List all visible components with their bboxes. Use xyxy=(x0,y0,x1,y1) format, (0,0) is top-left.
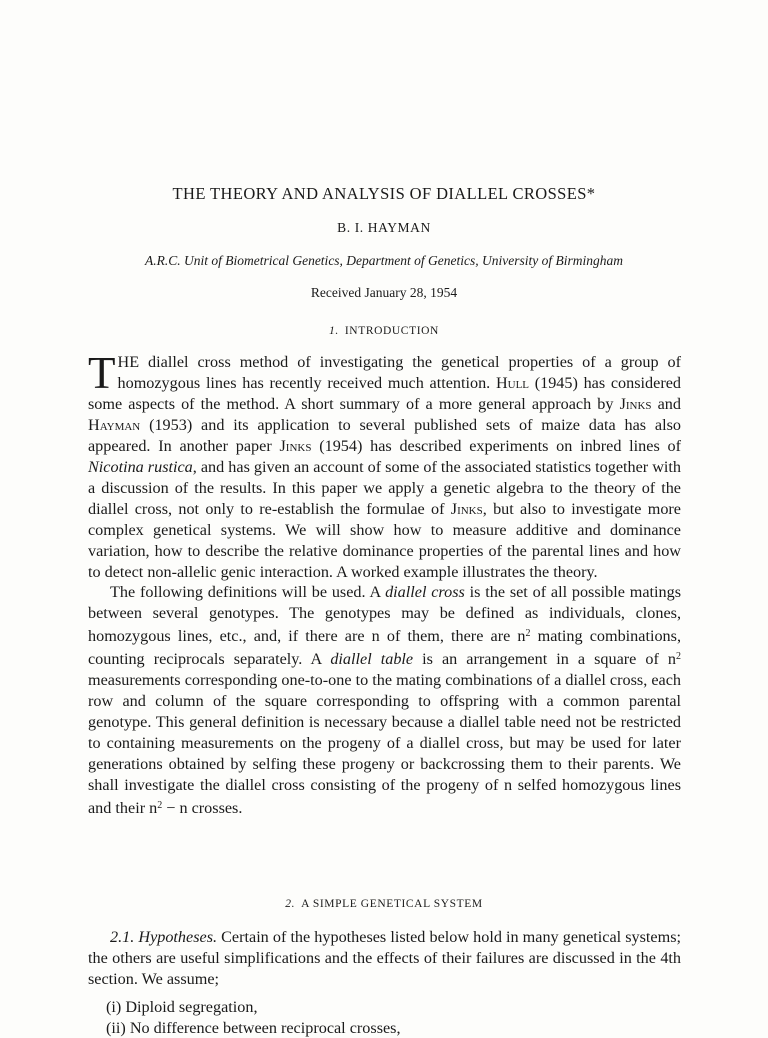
author-citation: Hayman xyxy=(88,415,141,434)
text-run: , but also to investigate more complex genetical systems. We will show how to measure additive and dominance variation, how to describe the relative dominance properties of the parental lines and how to detect non-allelic genic interaction. A worked example illustrates the theory. xyxy=(88,499,681,581)
section-heading-simple-genetical-system xyxy=(0,898,768,910)
author-affiliation: A.R.C. Unit of Biometrical Genetics, Department of Genetics, University of Birmingham xyxy=(144,253,624,268)
intro-paragraph-2 xyxy=(88,582,681,818)
author-citation: Jinks xyxy=(450,499,483,518)
list-item: (i) Diploid segregation, xyxy=(106,998,258,1016)
section-heading-introduction xyxy=(0,325,768,337)
section-number: 1. xyxy=(329,325,339,337)
text-run: mating combinations, counting reciprocals separately. A xyxy=(88,627,681,669)
superscript: 2 xyxy=(157,800,163,812)
superscript: 2 xyxy=(676,651,681,663)
species-name: Nicotina rustica xyxy=(88,457,193,476)
author-name: B. I. HAYMAN xyxy=(337,220,431,235)
intro-paragraph-1 xyxy=(88,348,682,582)
drop-cap: T xyxy=(88,348,116,398)
paper-title: THE THEORY AND ANALYSIS OF DIALLEL CROSSES* xyxy=(172,184,596,203)
text-run: (1945) has considered some aspects of the method. A short summary of a more general approach by xyxy=(88,373,681,413)
text-run: Certain of the hypotheses listed below hold in many genetical systems; the others are useful simplifications and the effects of their failures are discussed in the 4th section. We assume; xyxy=(88,928,681,988)
list-item: (ii) No difference between reciprocal crosses, xyxy=(106,1019,401,1037)
text-run: and xyxy=(651,394,681,413)
defined-term: diallel table xyxy=(330,650,414,669)
subsection-title: Hypotheses. xyxy=(138,928,218,946)
text-run: is the set of all possible matings between several genotypes. The genotypes may be defined as individuals, clones, homozygous lines, etc., and, if there are n of them, there are n xyxy=(88,583,681,646)
received-date: Received January 28, 1954 xyxy=(310,285,458,300)
text-run: − n crosses. xyxy=(162,799,243,818)
hypotheses-paragraph xyxy=(88,927,681,990)
text-run: HE diallel cross method of investigating the genetical properties of a group of homozygous lines has recently received much attention. xyxy=(117,353,681,392)
superscript: 2 xyxy=(525,628,531,640)
text-run: , and has given an account of some of the associated statistics together with a discussion of the results. In this paper we apply a genetic algebra to the theory of the diallel cross, not only to re-establish the formulae of xyxy=(88,457,681,518)
section-title: INTRODUCTION xyxy=(344,325,439,337)
text-run: (1954) has described experiments on inbred lines of xyxy=(311,436,682,455)
author-citation: Jinks xyxy=(279,436,312,455)
text-run: is an arrangement in a square of n xyxy=(413,650,676,669)
subsection-number: 2.1. xyxy=(110,928,135,946)
introduction-body xyxy=(88,348,682,819)
section-number: 2. xyxy=(285,898,296,910)
author-citation: Hull xyxy=(495,373,530,392)
section-title: A SIMPLE GENETICAL SYSTEM xyxy=(301,898,483,910)
text-run: The following definitions will be used. A xyxy=(110,583,386,602)
defined-term: diallel cross xyxy=(385,583,465,602)
author-citation: Jinks xyxy=(619,394,652,413)
text-run: measurements corresponding one-to-one to the mating combinations of a diallel cross, each row and column of the square corresponding to offspring with a common parental genotype. This general definition is necessary because a diallel table need not be restricted to containing measurements on the progeny of a diallel cross, but may be used for later generations obtained by selfing these progeny or backcrossing them to their parents. We shall investigate the diallel cross consisting of the progeny of n selfed homozygous lines and their n xyxy=(88,671,681,818)
text-run: (1953) and its application to several published sets of maize data has also appeared. In another paper xyxy=(88,415,681,455)
